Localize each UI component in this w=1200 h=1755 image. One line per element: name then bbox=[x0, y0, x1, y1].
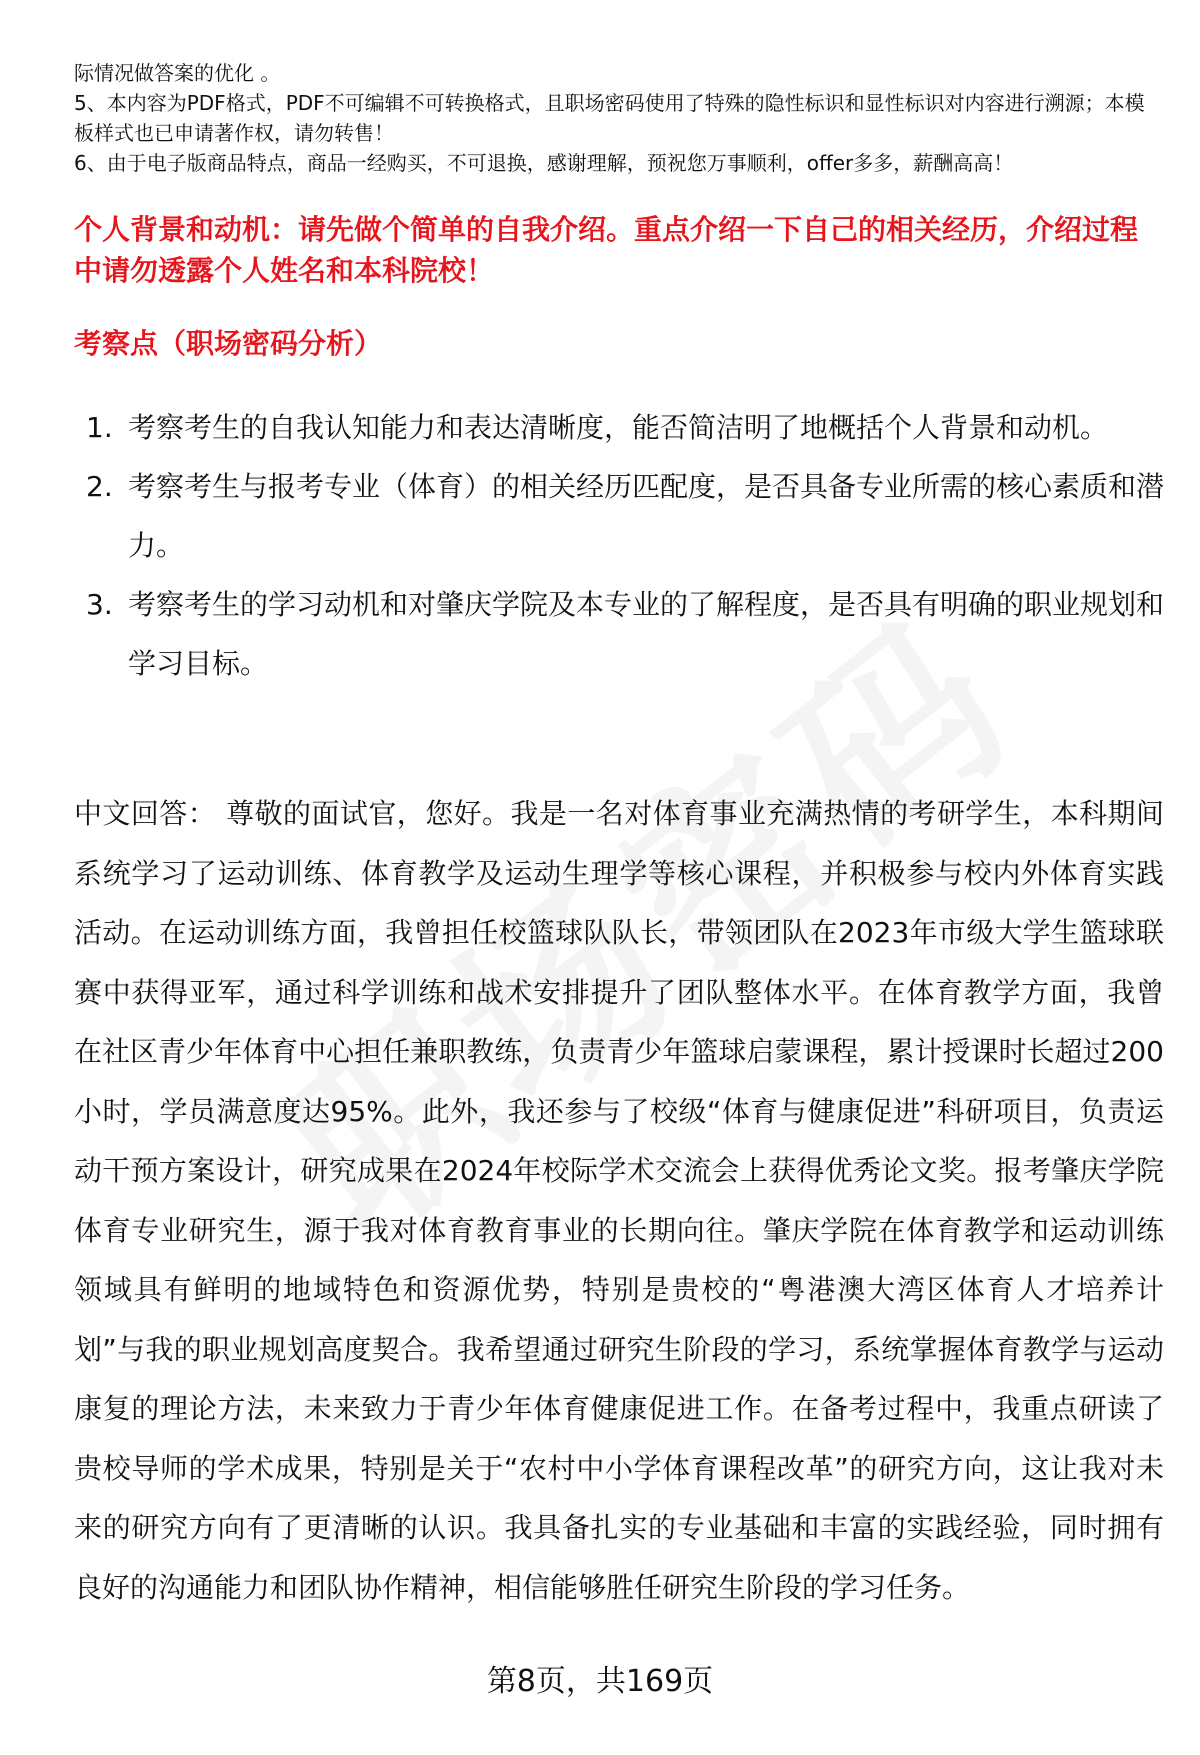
note-line: 5、本内容为PDF格式，PDF不可编辑不可转换格式，且职场密码使用了特殊的隐性标识和显性标识对内容进行溯源；本模板样式也已申请著作权，请勿转售！ bbox=[74, 91, 1145, 145]
answer-paragraph bbox=[74, 784, 1164, 1617]
answer-label: 中文回答： bbox=[74, 797, 217, 830]
list-number: 3. bbox=[86, 588, 113, 621]
notes-section bbox=[74, 58, 1154, 178]
note-line: 际情况做答案的优化 。 bbox=[74, 61, 281, 85]
list-item-text: 考察考生的自我认知能力和表达清晰度，能否简洁明了地概括个人背景和动机。 bbox=[128, 411, 1109, 444]
list-number: 2. bbox=[86, 470, 113, 503]
points-list bbox=[74, 398, 1164, 693]
question-heading: 个人背景和动机：请先做个简单的自我介绍。重点介绍一下自己的相关经历，介绍过程中请勿透露个人姓名和本科院校！ bbox=[74, 213, 1139, 287]
note-line: 6、由于电子版商品特点，商品一经购买，不可退换，感谢理解，预祝您万事顺利，offer多多，薪酬高高！ bbox=[74, 151, 1014, 175]
list-number: 1. bbox=[86, 411, 113, 444]
answer-text: 尊敬的面试官，您好。我是一名对体育事业充满热情的考研学生，本科期间系统学习了运动训练、体育教学及运动生理学等核心课程，并积极参与校内外体育实践活动。在运动训练方面，我曾担任校篮球队队长，带领团队在2023年市级大学生篮球联赛中获得亚军，通过科学训练和战术安排提升了团队整体水平。在体育教学方面，我曾在社区青少年体育中心担任兼职教练，负责青少年篮球启蒙课程，累计授课时长超过200小时，学员满意度达95%。此外，我还参与了校级“体育与健康促进”科研项目，负责运动干预方案设计，研究成果在2024年校际学术交流会上获得优秀论文奖。报考肇庆学院体育专业研究生，源于我对体育教育事业的长期向往。肇庆学院在体育教学和运动训练领域具有鲜明的地域特色和资源优势，特别是贵校的“粤港澳大湾区体育人才培养计划”与我的职业规划高度契合。我希望通过研究生阶段的学习，系统掌握体育教学与运动康复的理论方法，未来致力于青少年体育健康促进工作。在备考过程中，我重点研读了贵校导师的学术成果，特别是关于“农村中小学体育课程改革”的研究方向，这让我对未来的研究方向有了更清晰的认识。我具备扎实的专业基础和丰富的实践经验，同时拥有良好的沟通能力和团队协作精神，相信能够胜任研究生阶段的学习任务。 bbox=[74, 797, 1164, 1604]
points-heading: 考察点（职场密码分析） bbox=[74, 327, 383, 360]
list-item bbox=[74, 398, 1164, 457]
page-footer: 第8页，共169页 bbox=[486, 1664, 714, 1699]
list-item-text: 考察考生与报考专业（体育）的相关经历匹配度，是否具备专业所需的核心素质和潜力。 bbox=[128, 470, 1165, 562]
list-item bbox=[74, 457, 1164, 575]
list-item bbox=[74, 575, 1164, 693]
list-item-text: 考察考生的学习动机和对肇庆学院及本专业的了解程度，是否具有明确的职业规划和学习目标。 bbox=[128, 588, 1165, 680]
